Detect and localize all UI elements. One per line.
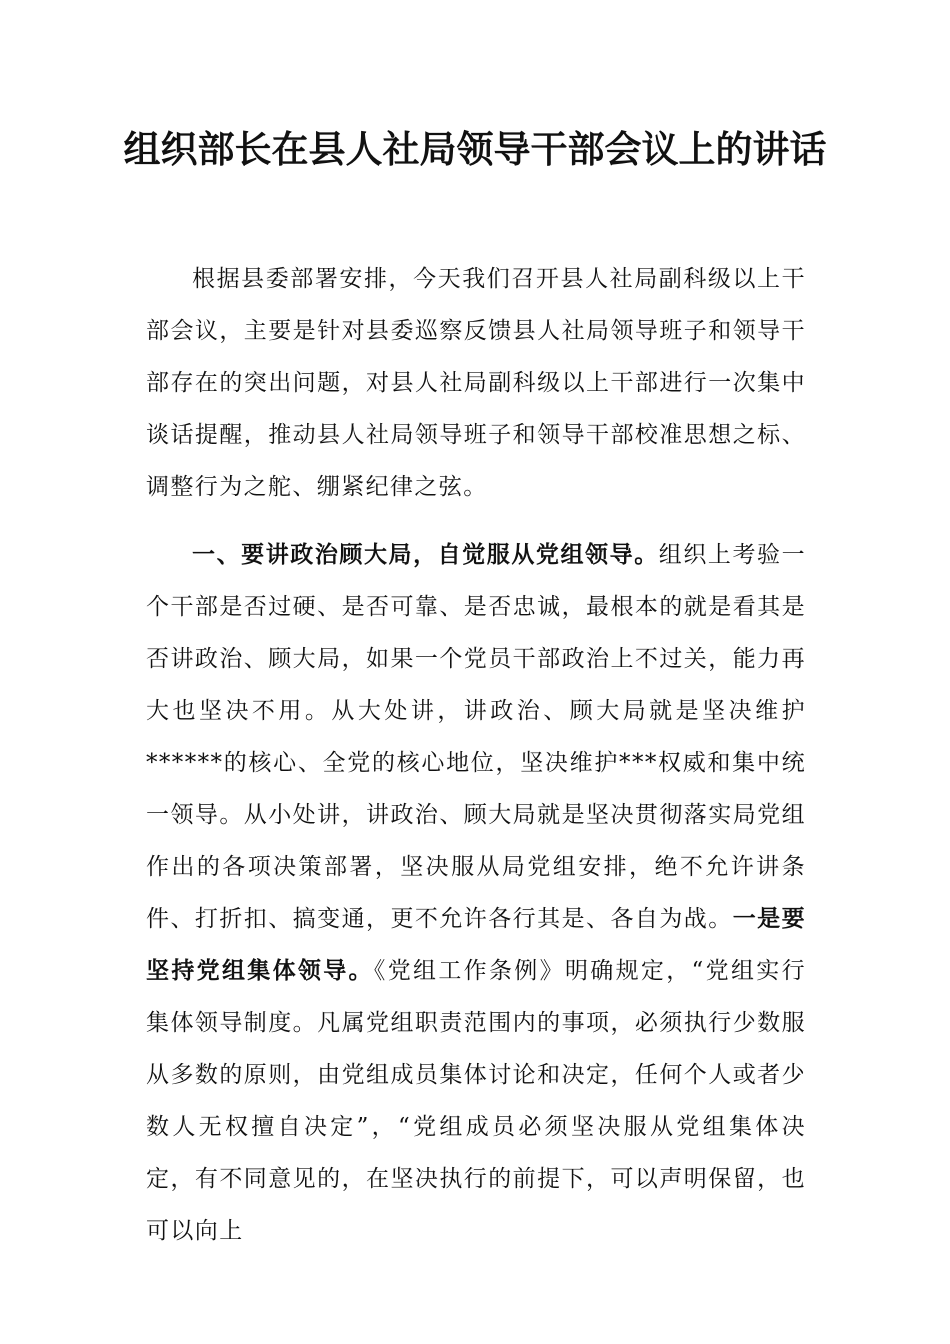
subpoint-one-text: 《党组工作条例》明确规定，“党组实行集体领导制度。凡属党组职责范围内的事项，必须执行少数服从多数的原则，由党组成员集体讨论和决定，任何个人或者少数人无权擅自决定”，“党组成员必须坚决服从党组集体决定，有不同意见的，在坚决执行的前提下，可以声明保留，也可以向上 (146, 958, 806, 1244)
document-title: 组织部长在县人社局领导干部会议上的讲话 (123, 127, 827, 171)
section-one-paragraph (146, 529, 806, 1257)
document-body (146, 253, 806, 1257)
intro-text: 根据县委部署安排，今天我们召开县人社局副科级以上干部会议，主要是针对县委巡察反馈县人社局领导班子和领导干部存在的突出问题，对县人社局副科级以上干部进行一次集中谈话提醒，推动县人社局领导班子和领导干部校准思想之标、调整行为之舵、绷紧纪律之弦。 (146, 266, 806, 500)
section-one-text: 组织上考验一个干部是否过硬、是否可靠、是否忠诚，最根本的就是看其是否讲政治、顾大局，如果一个党员干部政治上不过关，能力再大也坚决不用。从大处讲，讲政治、顾大局就是坚决维护******的核心、全党的核心地位，坚决维护***权威和集中统一领导。从小处讲，讲政治、顾大局就是坚决贯彻落实局党组作出的各项决策部署，坚决服从局党组安排，绝不允许讲条件、打折扣、搞变通，更不允许各行其是、各自为战。 (146, 542, 806, 932)
section-one-heading: 一、要讲政治顾大局，自觉服从党组领导。 (192, 541, 659, 568)
subpoint-one-heading: 一是要坚持党组集体领导。 (146, 905, 806, 984)
intro-paragraph (146, 253, 806, 513)
